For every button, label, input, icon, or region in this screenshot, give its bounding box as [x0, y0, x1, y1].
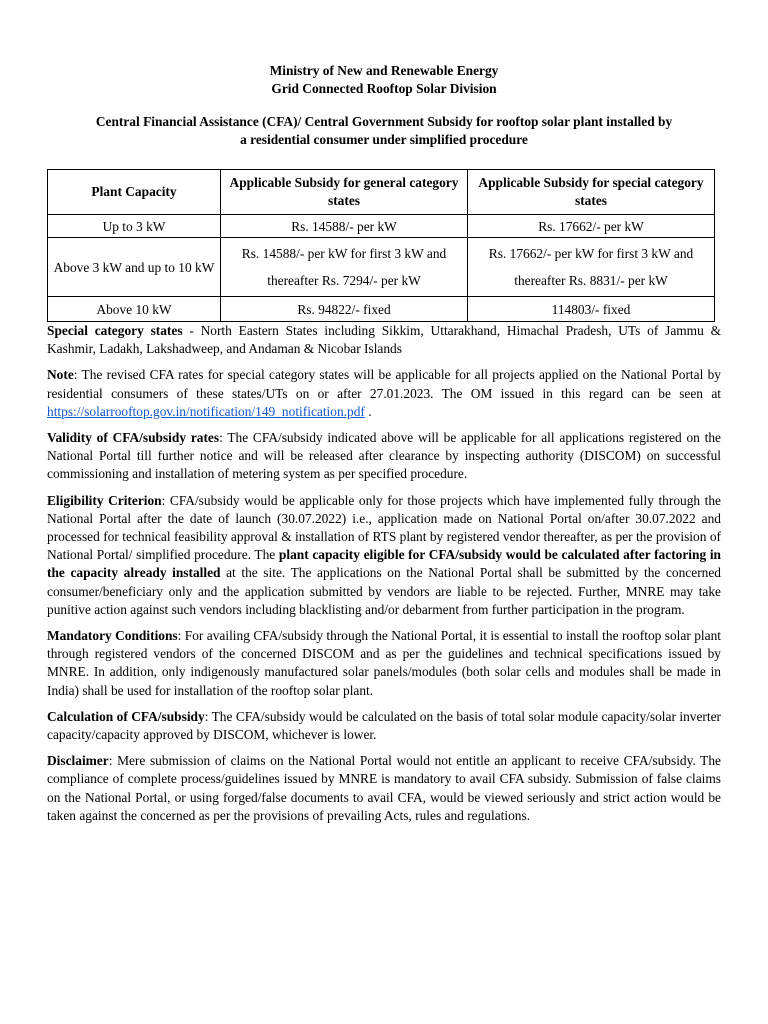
- cell-general: Rs. 14588/- per kW: [221, 215, 468, 238]
- col-header-special: Applicable Subsidy for special category states: [468, 170, 715, 215]
- eligibility-paragraph: [47, 492, 721, 619]
- calculation-label: Calculation of CFA/subsidy: [47, 708, 205, 724]
- table-row: [48, 297, 715, 322]
- note-end: .: [364, 403, 372, 419]
- validity-paragraph: [47, 429, 721, 484]
- cell-capacity: Up to 3 kW: [48, 215, 221, 238]
- mandatory-paragraph: [47, 627, 721, 700]
- note-text: : The revised CFA rates for special category states will be applicable for all projects applied on the National Portal by residential consumers of these states/UTs on or after 27.01.2023. The OM issued in this regard can be seen at: [47, 367, 721, 401]
- disclaimer-paragraph: [47, 752, 721, 825]
- special-states-paragraph: [47, 322, 721, 358]
- mandatory-text: : For availing CFA/subsidy through the National Portal, it is essential to install the rooftop solar plant through registered vendors of the concerned DISCOM and as per the guidelines and technical specifications issued by MNRE. In addition, only indigenously manufactured solar panels/modules (both solar cells and modules shall be made in India) shall be used for installation of the rooftop solar plant.: [47, 628, 721, 698]
- validity-label: Validity of CFA/subsidy rates: [47, 430, 220, 446]
- division-name: Grid Connected Rooftop Solar Division: [271, 80, 497, 96]
- note-label: Note: [47, 367, 74, 383]
- cell-special: Rs. 17662/- per kW: [468, 215, 715, 238]
- validity-text: : The CFA/subsidy indicated above will be applicable for all applications registered on the National Portal till further notice and will be released after clearance by inspecting authority (DISCOM) on successful commissioning and installation of metering system as per specified procedure.: [47, 430, 721, 482]
- eligibility-bold-text: plant capacity eligible for CFA/subsidy would be calculated after factoring in the capacity already installed: [47, 547, 721, 581]
- document-page: [47, 62, 721, 825]
- title-line-2: a residential consumer under simplified procedure: [240, 131, 528, 147]
- col-header-capacity: Plant Capacity: [48, 170, 221, 215]
- title-line-1: Central Financial Assistance (CFA)/ Central Government Subsidy for rooftop solar plant installed by: [95, 114, 673, 129]
- calculation-text: : The CFA/subsidy would be calculated on the basis of total solar module capacity/solar inverter capacity/capacity approved by DISCOM, whichever is lower.: [47, 708, 721, 743]
- mandatory-label: Mandatory Conditions: [47, 628, 178, 644]
- document-title: [47, 113, 721, 148]
- special-states-label: Special category states: [47, 323, 183, 338]
- subsidy-table: [47, 169, 715, 322]
- cell-general: Rs. 94822/- fixed: [221, 297, 468, 322]
- table-header-row: [48, 170, 715, 215]
- cell-capacity: Above 10 kW: [48, 297, 221, 322]
- cell-general: Rs. 14588/- per kW for first 3 kW and thereafter Rs. 7294/- per kW: [221, 238, 468, 297]
- disclaimer-text: : Mere submission of claims on the National Portal would not entitle an applicant to receive CFA/subsidy. The compliance of complete process/guidelines issued by MNRE is mandatory to avail CFA subsidy. Submission of false claims on the National Portal, or using forged/false documents to avail CFA, would be viewed seriously and strict action would be taken against the concerned as per the provisions of prevailing Acts, rules and regulations.: [47, 753, 721, 823]
- eligibility-label: Eligibility Criterion: [47, 492, 162, 508]
- table-row: [48, 238, 715, 297]
- disclaimer-label: Disclaimer: [47, 753, 109, 769]
- cell-capacity: Above 3 kW and up to 10 kW: [48, 238, 221, 297]
- cell-special: 114803/- fixed: [468, 297, 715, 322]
- cell-special: Rs. 17662/- per kW for first 3 kW and thereafter Rs. 8831/- per kW: [468, 238, 715, 297]
- table-row: [48, 215, 715, 238]
- col-header-general: Applicable Subsidy for general category states: [221, 170, 468, 215]
- header-block: [47, 62, 721, 97]
- eligibility-text-1: : CFA/subsidy would be applicable only for those projects which have implemented fully through the National Portal after the date of launch (30.07.2022) i.e., application made on National Portal on/after 30.07.2022 and processed for technical feasibility approval & installation of RTS plant by registered vendor thereafter, as per the provision of National Portal/ simplified procedure. The: [47, 492, 721, 563]
- ministry-name: Ministry of New and Renewable Energy: [269, 63, 499, 78]
- note-paragraph: [47, 366, 721, 421]
- notification-link[interactable]: https://solarrooftop.gov.in/notification/149_notification.pdf: [47, 403, 365, 419]
- calculation-paragraph: [47, 708, 721, 744]
- eligibility-text-2: at the site. The applications on the National Portal shall be submitted by the concerned consumer/beneficiary only and the application submitted by vendors are liable to be rejected. Further, MNRE may take punitive action against such vendors including blacklisting and/or debarment from further participation in the program.: [47, 565, 721, 617]
- special-states-text: - North Eastern States including Sikkim, Uttarakhand, Himachal Pradesh, UTs of Jammu & Kashmir, Ladakh, Lakshadweep, and Andaman & Nicobar Islands: [47, 323, 721, 357]
